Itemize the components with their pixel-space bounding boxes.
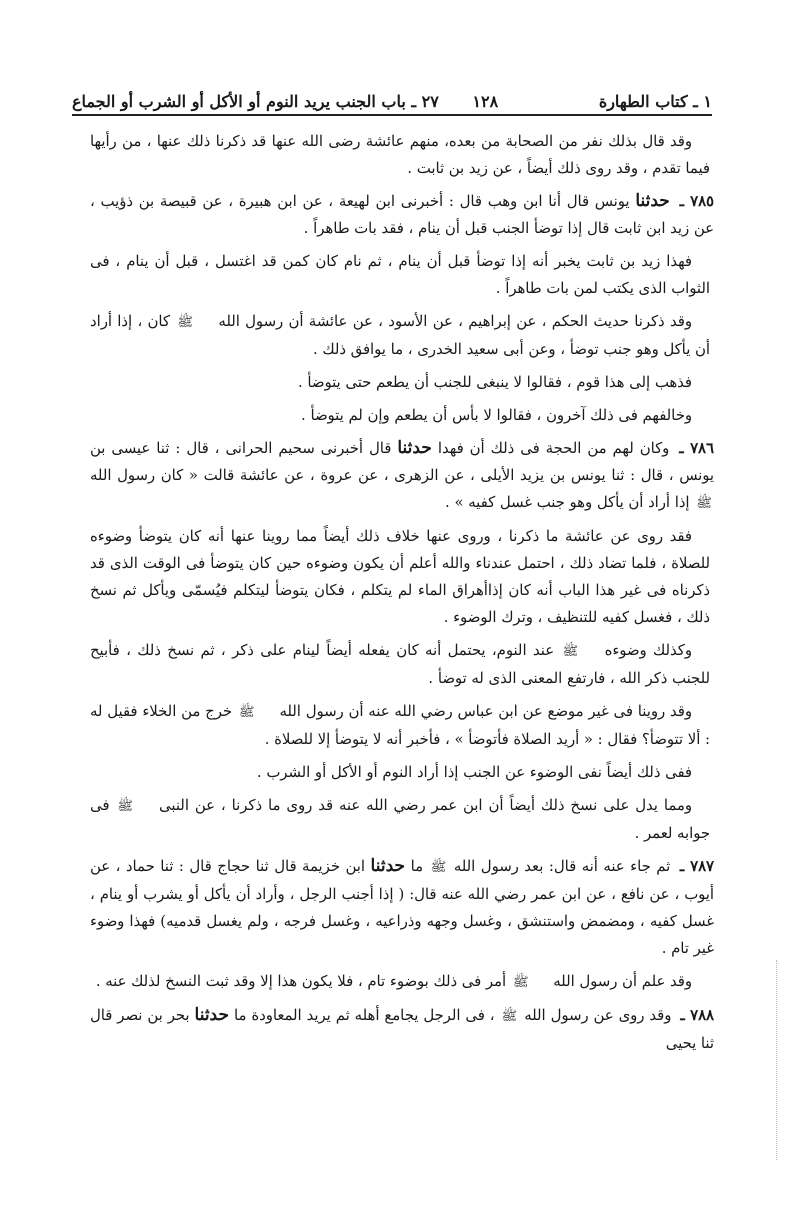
saw-symbol: ﷺ <box>177 315 194 330</box>
chapter-title: ٢٧ ـ باب الجنب يريد النوم أو الأكل أو الشرب أو الجماع <box>72 92 439 111</box>
hadith-text: ، فى الرجل يجامع أهله ثم يريد المعاودة ما <box>233 1007 495 1024</box>
header-divider <box>72 114 712 116</box>
hadith-number: ٧٨٥ ـ <box>679 193 714 210</box>
paragraph-text: وقد ذكرنا حديث الحكم ، عن إبراهيم ، عن الأسود ، عن عائشة أن رسول الله <box>218 313 692 330</box>
hadith-text: يونس قال أنا ابن وهب قال : أخبرنى ابن لهيعة ، عن ابن هبيرة ، عن قبيصة بن ذؤيب ، عن زيد ابن ثابت قال إذا توضأ الجنب قبل أن ينام ، فقد بات طاهراً . <box>90 193 714 237</box>
paragraph <box>90 308 710 363</box>
hadith-text: ابن خزيمة قال ثنا حجاج قال : ثنا حماد ، عن أيوب ، عن نافع ، عن ابن عمر رضي الله عنه قال: ( إذا أجنب الرجل ، وأراد أن يأكل أو يشرب أو ينام ، غسل كفيه ، ومضمض واستنشق ، وغسل وجهه وذراعيه ، وغسل فرجه ، ولم يغسل قدميه) فهذا وضوء غير تام . <box>90 858 714 957</box>
saw-symbol: ﷺ <box>238 705 255 720</box>
hadith-786 <box>90 435 714 517</box>
paragraph-text: ومما يدل على نسخ ذلك أيضاً أن ابن عمر رضي الله عنه قد روى ما ذكرنا ، عن النبى <box>159 797 692 814</box>
paragraph <box>90 248 710 302</box>
paragraph <box>90 968 710 996</box>
paragraph-text: خرج من الخلاء فقيل له : ألا تتوضأ؟ فقال : « أريد الصلاة فأتوضأ » ، فأخبر أنه لا يتوضأ إلا للصلاة . <box>90 703 710 748</box>
paragraph <box>90 523 710 631</box>
paragraph-text: كان ، إذا أراد أن يأكل وهو جنب توضأ ، وعن أبى سعيد الخدرى ، ما يوافق ذلك . <box>90 313 710 358</box>
running-header <box>72 92 712 114</box>
paragraph-text: وكذلك وضوءه <box>604 642 692 659</box>
paragraph <box>90 698 710 753</box>
paragraph-text: وخالفهم فى ذلك آخرون ، فقالوا لا بأس أن يطعم وإن لم يتوضأ . <box>301 407 692 424</box>
scan-edge-mark <box>776 960 777 1160</box>
hadith-787 <box>90 853 714 962</box>
saw-symbol: ﷺ <box>512 975 529 990</box>
hadith-785 <box>90 188 714 242</box>
saw-symbol: ﷺ <box>562 644 579 659</box>
paragraph-text: فهذا زيد بن ثابت يخبر أنه إذا توضأ قبل أن ينام ، ثم نام كان كمن قد اغتسل ، قبل أن ينام ، فى الثواب الذى يكتب لمن بات طاهراً . <box>90 253 710 297</box>
haddathana-word: حدثنا <box>635 191 670 211</box>
hadith-number: ٧٨٦ ـ <box>679 440 714 457</box>
paragraph-text: عند النوم، يحتمل أنه كان يفعله أيضاً لينام على ذكر ، ثم نسخ ذلك ، فأبيح للجنب ذكر الله ، فارتفع المعنى الذى له توضأ . <box>90 642 710 687</box>
hadith-text: وقد روى عن رسول الله <box>524 1007 672 1024</box>
hadith-788 <box>90 1002 714 1057</box>
paragraph-text: وقد علم أن رسول الله <box>553 973 692 990</box>
hadith-text: قال أخبرنى سحيم الحرانى ، قال : ثنا عيسى بن يونس ، قال : ثنا يونس بن يزيد الأيلى ، عن الزهرى ، عن عروة ، عن عائشة قالت « كان رسول الله <box>90 440 714 484</box>
paragraph <box>90 637 710 692</box>
hadith-text: إذا أراد أن يأكل وهو جنب غسل كفيه » . <box>445 494 690 511</box>
saw-symbol: ﷺ <box>430 860 447 875</box>
saw-symbol: ﷺ <box>501 1009 518 1024</box>
saw-symbol: ﷺ <box>117 799 134 814</box>
paragraph <box>90 759 710 786</box>
hadith-text: ما <box>410 858 424 875</box>
paragraph-text: وقد روينا فى غير موضع عن ابن عباس رضي الله عنه أن رسول الله <box>279 703 692 720</box>
paragraph-text: فقد روى عن عائشة ما ذكرنا ، وروى عنها خلاف ذلك أيضاً مما روينا عنها أنه كان يتوضأ وضوءه للصلاة ، فلما تضاد ذلك ، احتمل عندناء والله أعلم أن يكون وضوءه حين كان يتوضأ فى الوقت الذى قد ذكرناه فى غير هذا الباب أنه كان إذاأهراق الماء لم يتكلم ، فكان يتوضأ ليتكلم فيُسمّى ويأكل ثم نسخ ذلك ، فغسل كفيه للتنظيف ، وترك الوضوء . <box>90 528 710 626</box>
hadith-text: بحر بن نصر قال ثنا يحيى <box>90 1007 714 1052</box>
hadith-text: وكان لهم من الحجة فى ذلك أن فهدا <box>437 440 670 457</box>
main-text <box>90 128 714 1063</box>
haddathana-word: حدثنا <box>397 438 432 458</box>
hadith-number: ٧٨٨ ـ <box>680 1007 714 1024</box>
haddathana-word: حدثنا <box>370 856 406 876</box>
paragraph-text: فذهب إلى هذا قوم ، فقالوا لا ينبغى للجنب أن يطعم حتى يتوضأ . <box>297 374 692 391</box>
book-title: ١ ـ كتاب الطهارة <box>598 92 712 111</box>
hadith-number: ٧٨٧ ـ <box>679 858 714 875</box>
paragraph-text: وقد قال بذلك نفر من الصحابة من بعده، منهم عائشة رضى الله عنها قد ذكرنا ذلك عنها ، من رأيها فيما تقدم ، وقد روى ذلك أيضاً ، عن زيد بن ثابت . <box>90 133 710 177</box>
header-left-group <box>72 92 498 111</box>
saw-symbol: ﷺ <box>696 496 712 511</box>
page-number: ١٢٨ <box>472 92 499 111</box>
haddathana-word: حدثنا <box>194 1005 229 1025</box>
paragraph <box>90 369 710 396</box>
paragraph <box>90 792 710 847</box>
paragraph-text: ففى ذلك أيضاً نفى الوضوء عن الجنب إذا أراد النوم أو الأكل أو الشرب . <box>256 764 692 781</box>
paragraph-text: أمر فى ذلك بوضوء تام ، فلا يكون هذا إلا وقد ثبت النسخ لذلك عنه . <box>95 973 507 990</box>
paragraph <box>90 402 710 429</box>
paragraph <box>90 128 710 182</box>
hadith-text: ثم جاء عنه أنه قال: بعد رسول الله <box>453 858 671 875</box>
paragraph-text: فى جوابه لعمر . <box>90 797 710 842</box>
